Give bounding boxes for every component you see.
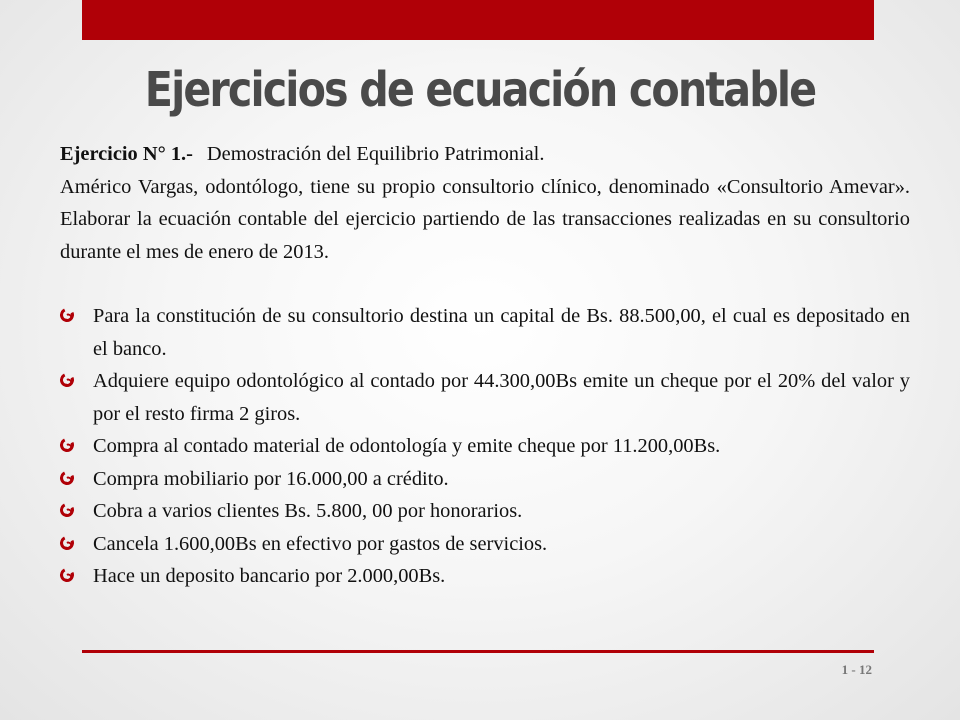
- list-item-text: Hace un deposito bancario por 2.000,00Bs.: [93, 565, 446, 587]
- list-item: [60, 430, 910, 463]
- swirl-bullet-icon: [58, 566, 76, 584]
- list-item: [60, 560, 910, 593]
- list-item: [60, 495, 910, 528]
- top-accent-bar: [82, 0, 874, 40]
- list-item: [60, 463, 910, 496]
- exercise-title: Demostración del Equilibrio Patrimonial.: [206, 143, 545, 165]
- swirl-bullet-icon: [58, 469, 76, 487]
- swirl-bullet-icon: [58, 371, 76, 389]
- page-number: 1 - 12: [841, 662, 872, 677]
- list-item: [60, 300, 910, 365]
- transaction-list: [60, 300, 910, 593]
- list-item: [60, 528, 910, 561]
- swirl-bullet-icon: [58, 534, 76, 552]
- list-item: [60, 365, 910, 430]
- list-item-text: Cobra a varios clientes Bs. 5.800, 00 por honorarios.: [93, 500, 523, 522]
- intro-text: Américo Vargas, odontólogo, tiene su propio consultorio clínico, denominado «Consultorio Amevar». Elaborar la ecuación contable del ejercicio partiendo de las transacciones realizadas en su consultorio durante el mes de enero de 2013.: [60, 175, 910, 263]
- list-item-text: Adquiere equipo odontológico al contado por 44.300,00Bs emite un cheque por el 20% del valor y por el resto firma 2 giros.: [93, 370, 910, 425]
- slide-content: [60, 138, 910, 593]
- intro-paragraph: [60, 138, 910, 268]
- swirl-bullet-icon: [58, 436, 76, 454]
- list-item-text: Compra al contado material de odontología y emite cheque por 11.200,00Bs.: [93, 435, 721, 457]
- swirl-bullet-icon: [58, 306, 76, 324]
- list-item-text: Compra mobiliario por 16.000,00 a crédito.: [93, 467, 449, 490]
- list-item-text: Para la constitución de su consultorio destina un capital de Bs. 88.500,00, el cual es depositado en el banco.: [93, 305, 910, 360]
- swirl-bullet-icon: [58, 501, 76, 519]
- list-item-text: Cancela 1.600,00Bs en efectivo por gastos de servicios.: [93, 532, 548, 555]
- exercise-label: Ejercicio N° 1.-: [60, 143, 193, 165]
- slide-title: Ejercicios de ecuación contable: [144, 62, 816, 118]
- bottom-divider: [82, 650, 874, 653]
